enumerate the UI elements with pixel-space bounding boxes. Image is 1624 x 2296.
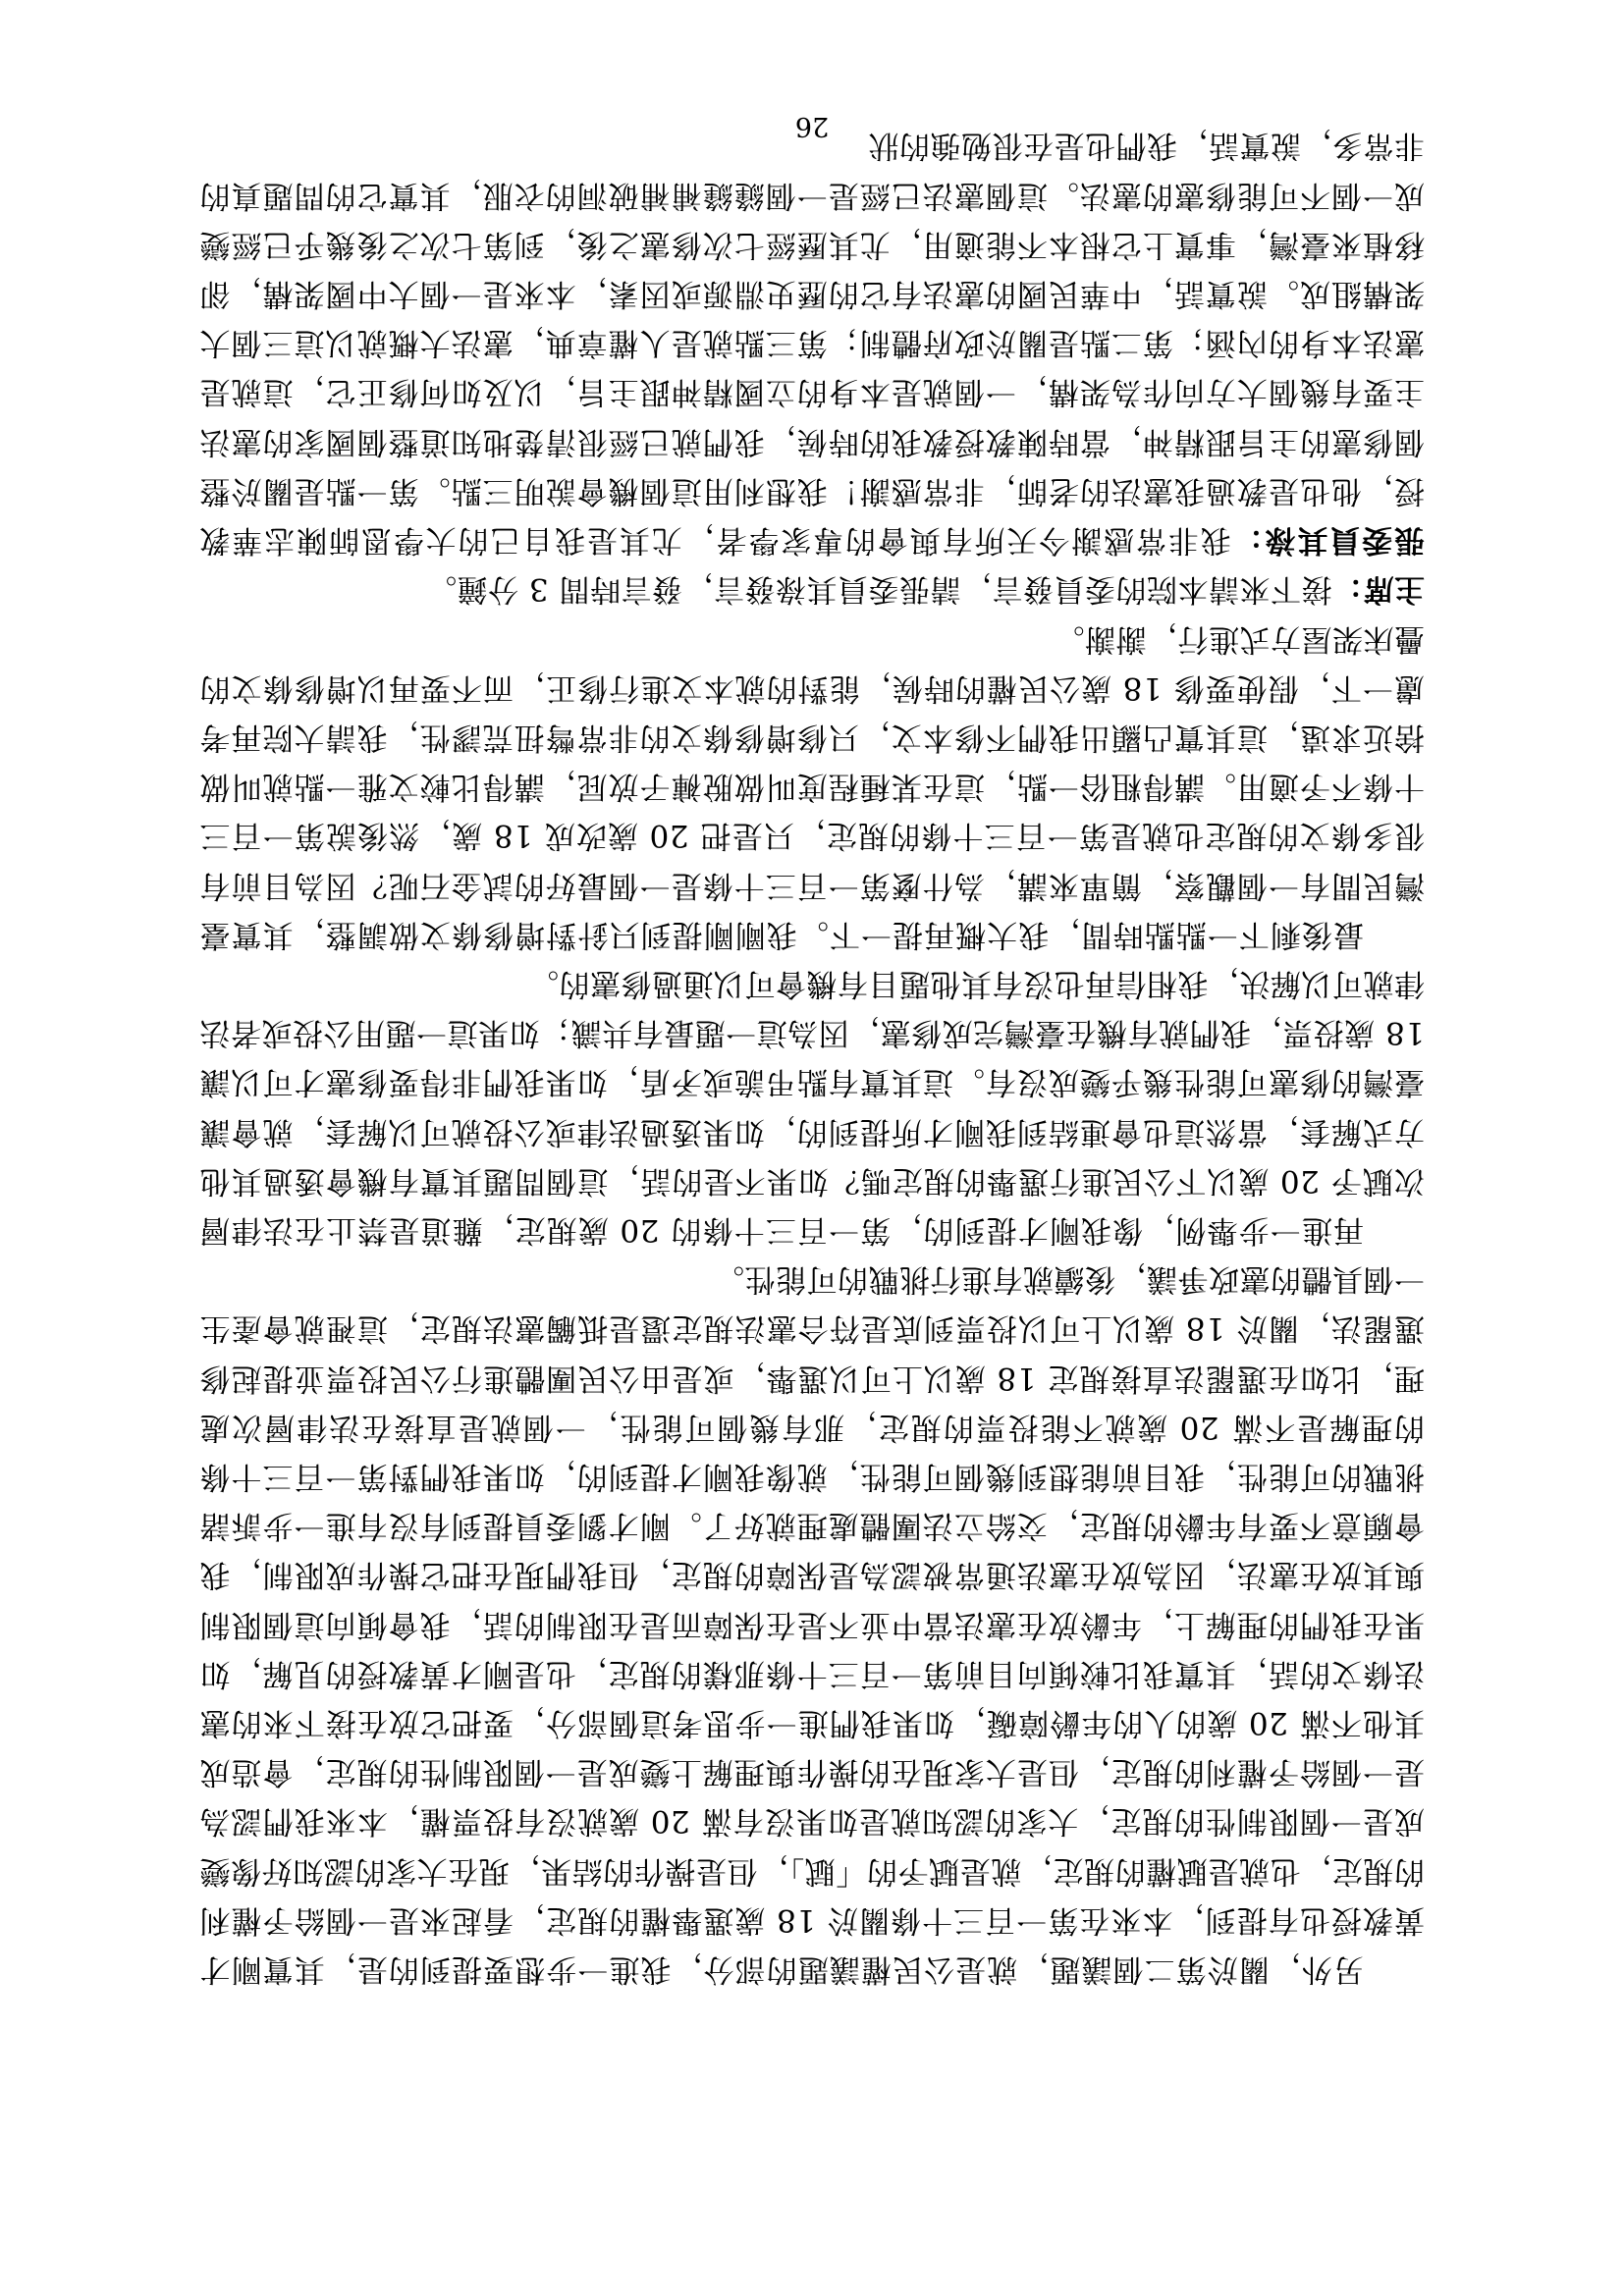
paragraph-committee-member-text: 我非常感謝今天所有與會的專家學者，尤其是我自己的大學恩師陳志華教授，他也是教過我憲法的老師，非常感謝！我想利用這個機會說明三點。第一點是關於整個修憲的主旨跟精神，當時陳教授教我的時候，我們就已經很清楚地知道整個國家的憲法主要有幾個大方向作為架構，一個就是本身的立國精神跟主旨，以及如何修正它，這就是憲法本身的內涵；第二點是關於政府體制；第三點就是人權章典，憲法大概就以這三個大架構組成。說實話，中華民國的憲法有它的歷史淵源或因素，本來是一個大中國架構，卻移植來臺灣，事實上它根本不能適用，尤其歷經七次修憲之後，到第七次之後幾乎已經變成一個不可能修憲的憲法。這個憲法已經是一個縫縫補補破洞的衣服，其實它的問題真的非常多，說實話，我們也是在很勉強的狀 <box>198 128 1425 559</box>
page-body <box>199 121 1425 1994</box>
paragraph-3-text: 最後剩下一點點時間，我大概再提一下。我剛剛提到只針對增修條文做調整，其實臺灣民間有一個觀察，簡單來講，為什麼第一百三十條是一個最好的試金石呢？因為目前有很多條文的規定也就是第一百三十條的規定，只是把 20 歲改成 18 歲，然後說第一百三十條不予適用。講得粗俗一點，這在某種程度叫做脫褲子放屁，講得比較文雅一點就叫做捨近求遠，這其實凸顯出我們不修本文，只修增修條文的非常彆扭荒謬性，我請大院再考慮一下，假使要修 18 歲公民權的時候，能對的就本文進行修正，而不要再以增修條文的疊床架屋方式進行，謝謝。 <box>199 620 1425 952</box>
paragraph-chair-text: 接下來請本院的委員發言，請張委員其祿發言，發言時間 3 分鐘。 <box>425 571 1332 608</box>
paragraph-1-text: 另外，關於第二個議題，就是公民權議題的部分，我進一步想要提到的是，其實剛才黃教授也有提到，本來在第一百三十條關於 18 歲選舉權的規定，看起來是一個給予權利的規定，也就是賦權的規定，就是賦予的「賦」，但是操作的結果，現在大家的認知好像變成是一個限制性的規定，大家的認知就是如果沒有滿 20 歲就沒有投票權，本來我們認為是一個給予權利的規定，但是大家現在的操作與理解上變成是一個限制性的規定，會造成其他不滿 20 歲的人的年齡障礙，如果我們進一步思考這個部分，要把它放在接下來的憲法條文的話，其實我比較傾向目前第一百三十條那樣的規定，也是剛才黃教授的見解，如果在我們的理解上，年齡放在憲法當中並不是在保障而是在限制的話，我會傾向這個限制與其放在憲法，因為放在憲法通常被認為是保障的規定，但我們現在把它操作成限制，我會願意不要有年齡的規定，交給立法團體處理就好了。剛才劉委員提到有沒有進一步訴諸挑戰的可能性，我目前能想到幾個可能性，就像我剛才提到的，如果我們對第一百三十條的理解是不滿 20 歲就不能投票的規定，那有幾個可能性，一個就是直接在法律層次處理，比如在選罷法直接規定 18 歲以上可以選舉，或是由公民團體進行公民投票並提起修選罷法，關於 18 歲以上可以投票到底是符合憲法規定還是抵觸憲法規定，這裡就會產生一個具體的憲政爭議，後續就有進行挑戰的可能性。 <box>199 1261 1425 1987</box>
page-number: 26 <box>794 111 830 141</box>
paragraph-chair <box>199 564 1425 614</box>
paragraph-1 <box>199 1255 1425 1994</box>
speaker-colon: ： <box>1331 571 1363 608</box>
speaker-name-chair: 主席 <box>1363 571 1425 608</box>
paragraph-3 <box>199 614 1425 958</box>
speaker-colon: ： <box>1230 522 1264 559</box>
paragraph-2 <box>199 959 1425 1255</box>
speaker-name-committee-member: 張委員其祿 <box>1263 522 1425 559</box>
paragraph-committee-member <box>199 121 1425 564</box>
paragraph-2-text: 再進一步舉例，像我剛才提到的，第一百三十條的 20 歲規定，難道是禁止在法律層次賦予 20 歲以下公民進行選舉的規定嗎？如果不是的話，這個問題其實有機會透過其他方式解套，當然這也會連結到我剛才所提到的，如果透過法律或公投就可以解套，就會讓臺灣的修憲可能性幾乎變成沒有。這其實有點弔詭或矛盾，如果我們非得要修憲才可以讓 18 歲投票，我們就有機在臺灣完成修憲，因為這一題最有共識；如果這一題用公投或者法律就可以解決，我相信再也沒有其他題目有機會可以通過修憲的。 <box>199 965 1425 1248</box>
